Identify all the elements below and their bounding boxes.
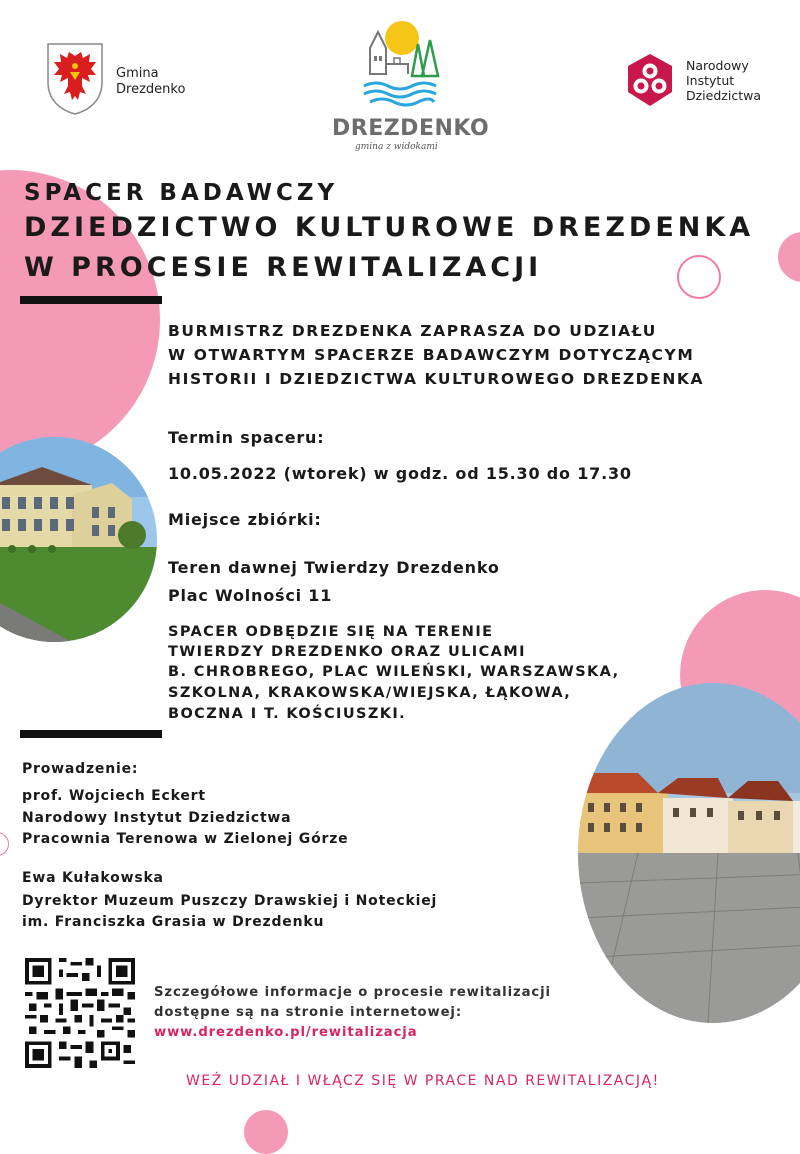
qr-code-icon[interactable] [25,958,135,1068]
info-line-1: Szczegółowe informacje o procesie rewitalizacji [154,985,551,1000]
route-line-2: TWIERDZY DREZDENKO ORAZ ULICAMI [168,644,526,660]
route-line-3: B. CHROBREGO, PLAC WILEŃSKI, WARSZAWSKA, [168,664,620,680]
route-line-1: SPACER ODBĘDZIE SIĘ NA TERENIE [168,624,494,640]
institute-name: Narodowy Instytut Dziedzictwa [686,58,761,103]
date-value: 10.05.2022 (wtorek) w godz. od 15.30 do 17.30 [168,464,632,483]
place-label: Miejsce zbiórki: [168,510,322,529]
call-to-action: WEŹ UDZIAŁ I WŁĄCZ SIĘ W PRACE NAD REWITALIZACJĄ! [186,1073,660,1089]
drezdenko-logo-tagline: gmina z widokami [355,142,438,152]
person-2-name: Ewa Kułakowska [22,870,164,886]
town-square-photo [578,683,800,1023]
gmina-name: Gmina Drezdenko [116,66,186,97]
route-line-5: BOCZNA I T. KOŚCIUSZKI. [168,706,407,722]
website-link[interactable]: www.drezdenko.pl/rewitalizacja [154,1025,418,1040]
decorative-pink-circle-bottom [244,1110,288,1154]
title-line-1: SPACER BADAWCZY [24,180,339,206]
date-label: Termin spaceru: [168,428,325,447]
invitation-line-2: W OTWARTYM SPACERZE BADAWCZYM DOTYCZĄCYM [168,346,695,364]
title-line-3: W PROCESIE REWITALIZACJI [24,252,543,283]
invitation-line-3: HISTORII I DZIEDZICTWA KULTUROWEGO DREZDENKA [168,370,705,388]
info-line-2: dostępne są na stronie internetowej: [154,1005,463,1020]
decorative-ring-left [0,832,9,856]
divider-bar [20,296,162,304]
drezdenko-logo-icon [356,18,446,110]
divider-bar [20,730,162,738]
place-line-1: Teren dawnej Twierdzy Drezdenko [168,558,500,577]
person-1-name: prof. Wojciech Eckert [22,788,206,804]
institute-logo-icon [622,52,678,108]
place-line-2: Plac Wolności 11 [168,586,333,605]
route-line-4: SZKOLNA, KRAKOWSKA/WIEJSKA, ŁĄKOWA, [168,685,572,701]
drezdenko-logo-text: DREZDENKO [332,116,490,141]
invitation-line-1: BURMISTRZ DREZDENKA ZAPRASZA DO UDZIAŁU [168,322,657,340]
coat-of-arms-icon [46,42,104,116]
leaders-label: Prowadzenie: [22,761,139,777]
person-1-org-2: Pracownia Terenowa w Zielonej Górze [22,831,349,847]
person-1-org-1: Narodowy Instytut Dziedzictwa [22,810,292,826]
decorative-pink-circle-small [778,232,800,282]
person-2-org-1: Dyrektor Muzeum Puszczy Drawskiej i Noteckiej [22,893,438,909]
decorative-ring [677,255,721,299]
castle-photo [0,437,157,642]
title-line-2: DZIEDZICTWO KULTUROWE DREZDENKA [24,212,755,243]
person-2-org-2: im. Franciszka Grasia w Drezdenku [22,914,325,930]
